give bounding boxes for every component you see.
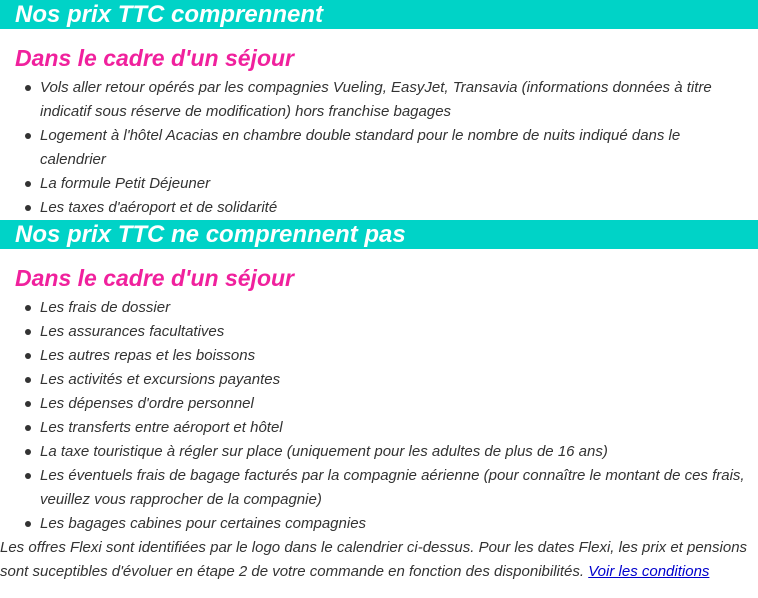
excluded-subtitle: Dans le cadre d'un séjour: [15, 265, 294, 291]
flexi-note-text: Les offres Flexi sont identifiées par le logo dans le calendrier ci-dessus. Pour les dates Flexi, les prix et pensions sont suceptibles d'évoluer en étape 2 de votre commande en fonction des disponibilités.: [0, 539, 748, 580]
list-item: Les taxes d'aéroport et de solidarité: [40, 196, 750, 220]
flexi-note: [0, 536, 758, 584]
included-list: [0, 76, 758, 220]
list-item: Logement à l'hôtel Acacias en chambre double standard pour le nombre de nuits indiqué dans le calendrier: [40, 124, 750, 172]
list-item: La formule Petit Déjeuner: [40, 172, 750, 196]
list-item: La taxe touristique à régler sur place (uniquement pour les adultes de plus de 16 ans): [40, 440, 750, 464]
list-item: Les dépenses d'ordre personnel: [40, 392, 750, 416]
list-item: Les assurances facultatives: [40, 320, 750, 344]
included-subtitle: Dans le cadre d'un séjour: [15, 45, 294, 71]
list-item: Les éventuels frais de bagage facturés par la compagnie aérienne (pour connaître le montant de ces frais, veuillez vous rapprocher de la compagnie): [40, 464, 750, 512]
included-section: [0, 0, 758, 220]
list-item: Les bagages cabines pour certaines compagnies: [40, 512, 750, 536]
list-item: Les transferts entre aéroport et hôtel: [40, 416, 750, 440]
list-item: Les activités et excursions payantes: [40, 368, 750, 392]
list-item: Les frais de dossier: [40, 296, 750, 320]
excluded-list: [0, 296, 758, 536]
included-title: Nos prix TTC comprennent: [0, 0, 758, 29]
conditions-link[interactable]: Voir les conditions: [588, 563, 710, 580]
list-item: Vols aller retour opérés par les compagnies Vueling, EasyJet, Transavia (informations données à titre indicatif sous réserve de modification) hors franchise bagages: [40, 76, 750, 124]
excluded-section: [0, 220, 758, 536]
list-item: Les autres repas et les boissons: [40, 344, 750, 368]
excluded-title: Nos prix TTC ne comprennent pas: [0, 220, 758, 249]
